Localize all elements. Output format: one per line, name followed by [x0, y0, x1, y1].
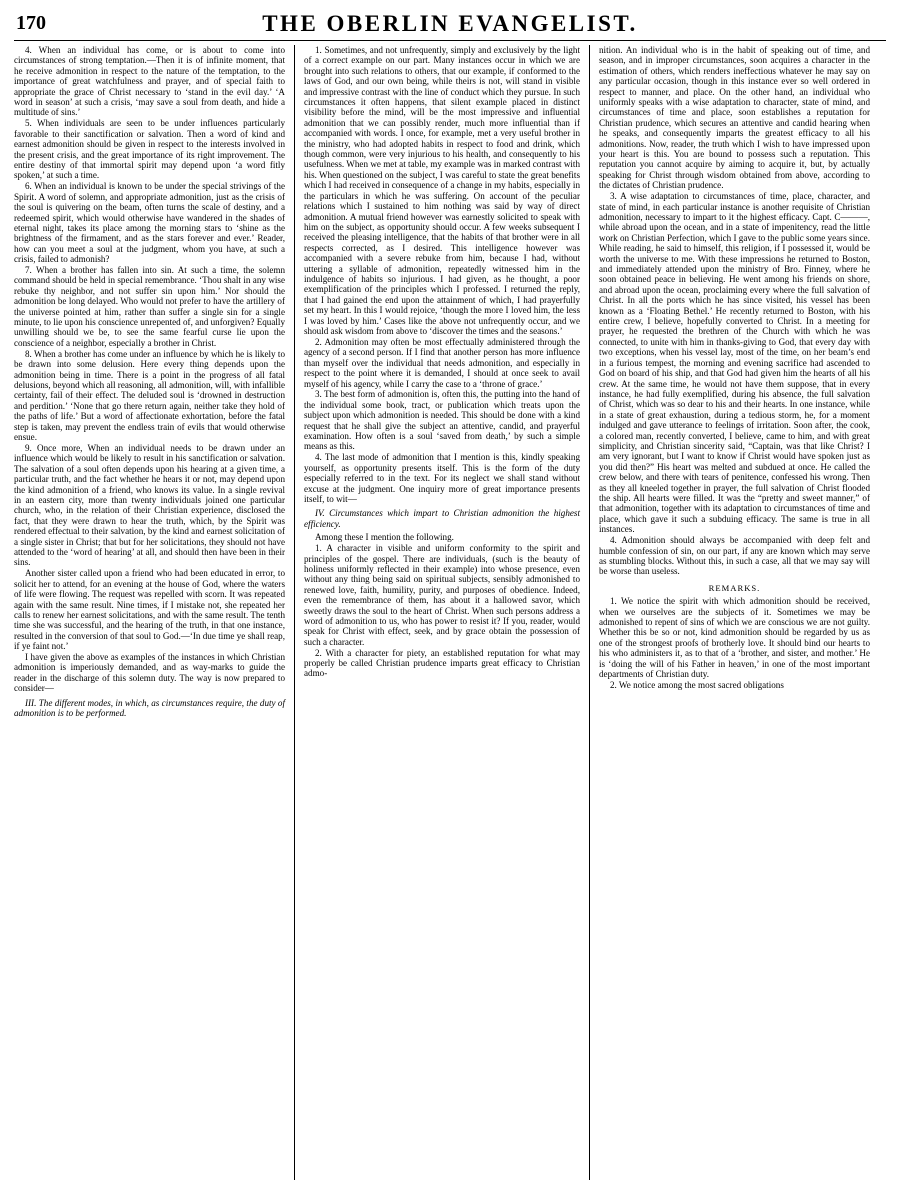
column-middle — [294, 45, 590, 1180]
paragraph: 3. A wise adaptation to circumstances of time, place, character, and state of mind, in each particular instance is another requisite of Christian admonition, necessary to impart to it the highest efficacy. Capt. C———, while abroad upon the ocean, and in a state of impenitency, read the little work on Christian Perfection, which I gave to the public some years since. While reading, he said to himself, this religion, if I possessed it, would be worth the universe to me. With these impressions he returned to Boston, and immediately attended upon the ministry of Bro. Finney, where he soon obtained peace in believing. He went among his friends on shore, and abroad upon the ocean, proclaiming every where the full salvation of Christ. In all the ports which he has since visited, his vessel has been known as a ‘Floating Bethel.’ He recently returned to Boston, with his entire crew, I believe, hopefully converted to Christ. In a meeting for prayer, he requested the brethren of the Church with which he was connected, to unite with him in thanks-giving to God, that every day with two exceptions, when his vessel lay, most of the time, on her beam’s end in a furious tempest, the morning and evening sacrifice had ascended to God on board of his ship, and that God had given him the hearts of all his crew. At the same time, he would not have them suppose, that in every instance, he had fully exemplified, during his absence, the full salvation of Christ, which was so dear to his and their hearts. In one instance, while in a state of great exhaustion, during a tedious storm, he, for a moment indulged and gave utterance to feelings of irritation. Soon after, the cook, a colored man, recently converted, I believe, came to him, and with great simplicity, and Christian sincerity said, “Captain, was that like Christ? I am very ignorant, but I want to know if Christ would have spoken just as you did then?” His heart was melted and subdued at once. He called the crew below, and there with tears of penitence, confessed his wrong. Then as they all kneeled together in prayer, the full salvation of Christ flooded the ship. All hearts were filled. It was the “pretty and sweet manner,” of that admonition, together with its adaptation to circumstances of time and place, which gave it such a subduing efficacy. The same is true in all instances. — [599, 191, 870, 535]
publication-title: THE OBERLIN EVANGELIST. — [262, 11, 638, 36]
section-heading-iii: III. The different modes, in which, as circumstances require, the duty of admonition is to be performed. — [14, 697, 285, 719]
paragraph: 5. When individuals are seen to be under influences particularly favorable to their sanctification or salvation. Then a word of kind and earnest admonition should be given in respect to the interests involved in the present crisis, and the great importance of its right improvement. The entire destiny of that immortal spirit may depend upon ‘a word fitly spoken,’ at such a time. — [14, 118, 285, 181]
paragraph: 4. The last mode of admonition that I mention is this, kindly speaking yourself, as opportunity presents itself. This is the form of the duty especially referred to in the text. For its neglect we shall stand without excuse at the judgment. One inquiry more of great importance presents itself, to wit— — [304, 452, 580, 504]
column-left — [14, 45, 294, 1180]
section-heading-iv: IV. Circumstances which impart to Christian admonition the highest efficiency. — [304, 508, 580, 529]
paragraph: nition. An individual who is in the habit of speaking out of time, and season, and in improper circumstances, soon acquires a character in the estimation of others, which renders ineffectious whatever he may say on any particular occasion, though in this instance ever so well ordered in respect to manner, and place. On the other hand, an individual who uniformly speaks with a wise adaptation to character, state of mind, and circumstances of time and place, soon establishes a reputation for Christian prudence, which secures an attentive and candid hearing when he speaks, and consequently imparts the greatest efficacy to all his admonitions. Now, reader, the truth which I wish to have impressed upon your heart is this. You are bound to possess such a reputation. This reputation you cannot acquire by aiming to acquire it, but, by actually speaking for Christ through wisdom obtained from above, according to the dictates of Christian prudence. — [599, 45, 870, 191]
page-number: 170 — [16, 12, 46, 34]
paragraph: 2. Admonition may often be most effectually administered through the agency of a second person. If I find that another person has more influence than myself over the individual that needs admonition, and especially in respect to the point where it is demanded, I should at once seek to avail myself of his agency, while I carry the case to a ‘throne of grace.’ — [304, 336, 580, 389]
paragraph: 4. Admonition should always be accompanied with deep felt and humble confession of sin, on our part, if any are known which may serve as stumbling blocks. Without this, in such a case, all that we may say will be worse than useless. — [599, 535, 870, 577]
column-right — [590, 45, 870, 1180]
paragraph: 1. Sometimes, and not unfrequently, simply and exclusively by the light of a correct example on our part. Many instances occur in which we are brought into such relations to others, that our example, if conformed to the laws of God, and our own being, while theirs is not, will stand in visible and impressive contrast with the line of conduct which they pursue. In such circumstances it often happens, that silent example placed in distinct visibility before the mind, will be the most impressive and influential admonition that we can possibly render, much more influential than if accompanied with words. I once, for example, met a very useful brother in the ministry, who had adopted habits in respect to food and drink, which though common, were very injurious to his health, and consequently to his usefulness. When we met at table, my example was in marked contrast with his. When questioned on the subject, I was careful to state the great benefits which I had received in consequence of a change in my habits, especially in the particulars in which he was suffering. On account of the peculiar relations which I sustained to him nothing was said by way of direct admonition. A mutual friend however was earnestly solicited to speak with him on the subject, as opportunity should occur. A few weeks subsequent I received the pleasing intelligence, that the habits of that brother were in all respects corrected, as I desired. This intelligence however was accompanied with a severe rebuke from him, because I had, without uttering a syllable of admonition, repeatedly witnessed him in the indulgence of habits so injurious. I had given, as he thought, a poor exemplification of the principles which I professed. I returned the reply, that I had gained the end upon the attainment of which, I had prayerfully set my heart. In this I would rejoice, ‘though the more I loved him, the less I was loved by him.’ Cases like the above not unfrequently occur, and we should ask wisdom from above to ‘discover the times and the seasons.’ — [304, 45, 580, 336]
remarks-heading: REMARKS. — [708, 582, 761, 593]
paragraph: Among these I mention the following. — [315, 532, 454, 543]
paragraph: 8. When a brother has come under an influence by which he is likely to be drawn into some delusion. Here every thing depends upon the admonition being in time. There is a point in the progress of all fatal delusions, beyond which all reasoning, all admonition, will, with infallible certainty, fail of their effect. The deluded soul is ‘drowned in destruction and perdition.’ ‘None that go there return again, neither take they hold of the paths of life.’ But a word of affectionate exhortation, before the fatal step is taken, may prevent the endless train of evils that would otherwise ensue. — [14, 348, 286, 443]
paragraph: Another sister called upon a friend who had been educated in error, to solicit her to attend, for an evening at the house of God, where the waters of life were flowing. The request was repelled with scorn. It was repeated again with the same result. Nine times, if I mistake not, she repeated her calls to renew her earnest solicitations, and with the same result. The tenth time she was successful, and the hearing of the truth, in that one instance, resulted in the conversion of that soul to God.—‘In due time ye shall reap, if ye faint not.’ — [14, 568, 285, 652]
paragraph: 2. We notice among the most sacred obligations — [610, 679, 784, 690]
paragraph: 4. When an individual has come, or is about to come into circumstances of strong temptation.—Then it is of infinite moment, that he receive admonition in respect to the nature of the temptation, to the importance of great watchfulness and prayer, and of special faith to appropriate the grace of Christ necessary to ‘stand in the evil day.’ ‘A word in season’ at such a crisis, ‘may save a soul from death, and hide a multitude of sins.’ — [14, 45, 285, 118]
paragraph: 6. When an individual is known to be under the special strivings of the Spirit. A word of solemn, and appropriate admonition, just as the crisis of the soul is quivering on the beam, often turns the scale of destiny, and a redeemed spirit, which would otherwise have wandered in the shades of eternal night, takes its place among the morning stars to ‘shine as the brightness of the firmament, and as the stars forever and ever.’ Reader, how can you meet a soul at the judgment, whom you have, at such a crisis, failed to admonish? — [14, 181, 285, 265]
paragraph: 9. Once more, When an individual needs to be drawn under an influence which would be likely to result in his sanctification or salvation. The salvation of a soul often depends upon his hearing at a given time, a particular truth, and the fact whether he hears it or not, may depend upon the kind admonition of a friend, who knows its value. In a single revival in an eastern city, more than twenty individuals joined one particular church, who, in the relation of their Christian experience, disclosed the fact, that they were drawn to hear the truth, which, by the Spirit was rendered effectual to their salvation, by the kind and earnest solicitation of a single sister in Christ; that but for her solicitations, they should not have attended to the ‘word of hearing’ at all, and should then have been in their sins. — [14, 442, 285, 568]
masthead — [14, 10, 886, 41]
paragraph: 1. We notice the spirit with which admonition should be received, when we ourselves are the subjects of it. Sometimes we may be admonished to repent of sins of which we are conscious we are not guilty. Whether this be so or not, kind admonition should be regarded by us as one of the strongest proofs of brotherly love. It should bind our hearts to his who administers it, as to that of a ‘brother, and sister, and mother.’ He is ‘doing the will of his Father in heaven,’ in one of the most important departments of Christian duty. — [599, 596, 870, 679]
paragraph: 1. A character in visible and uniform conformity to the spirit and principles of the gospel. There are individuals, (such is the beauty of holiness uniformly reflected in their example) into whose presence, even without any thing being said on spiritual subjects, sensibly admonished to renewed love, faith, humility, purity, and purposes of obedience. Indeed, even the remembrance of them, has about it a hallowed savor, which sweetly draws the soul to the heart of Christ. When such persons address a word of admonition to us, who has power to resist it? If you, reader, would speak for Christ with effect, seek, and by grace obtain the possession of such a character. — [304, 543, 580, 647]
paragraph: I have given the above as examples of the instances in which Christian admonition is imperiously demanded, and as way-marks to guide the reader in the discharge of this solemn duty. The way is now prepared to consider— — [14, 652, 285, 694]
paragraph: 3. The best form of admonition is, often this, the putting into the hand of the individual some book, tract, or publication which treats upon the subject upon which admonition is needed. This should be done with a kind request that he shall give the subject an attentive, candid, and prayerful examination. How often is a soul ‘saved from death,’ by such a simple means as this. — [304, 389, 580, 452]
paragraph: 2. With a character for piety, an established reputation for what may properly be called Christian prudence imparts great efficacy to Christian admo- — [304, 647, 580, 679]
column-layout — [14, 45, 886, 1180]
paragraph: 7. When a brother has fallen into sin. At such a time, the solemn command should be held in special remembrance. ‘Thou shalt in any wise rebuke thy neighbor, and not suffer sin upon him.’ Nor should the admonition be long delayed. Who would not prefer to have the artillery of the universe pointed at him, rather than suffer a single sin for a single minute, to lie upon his conscience unrepented of, and unforgiven? Equally unwilling should we be, to see the same fearful curse lie upon the conscience of a neighbor, especially a brother in Christ. — [14, 265, 285, 348]
